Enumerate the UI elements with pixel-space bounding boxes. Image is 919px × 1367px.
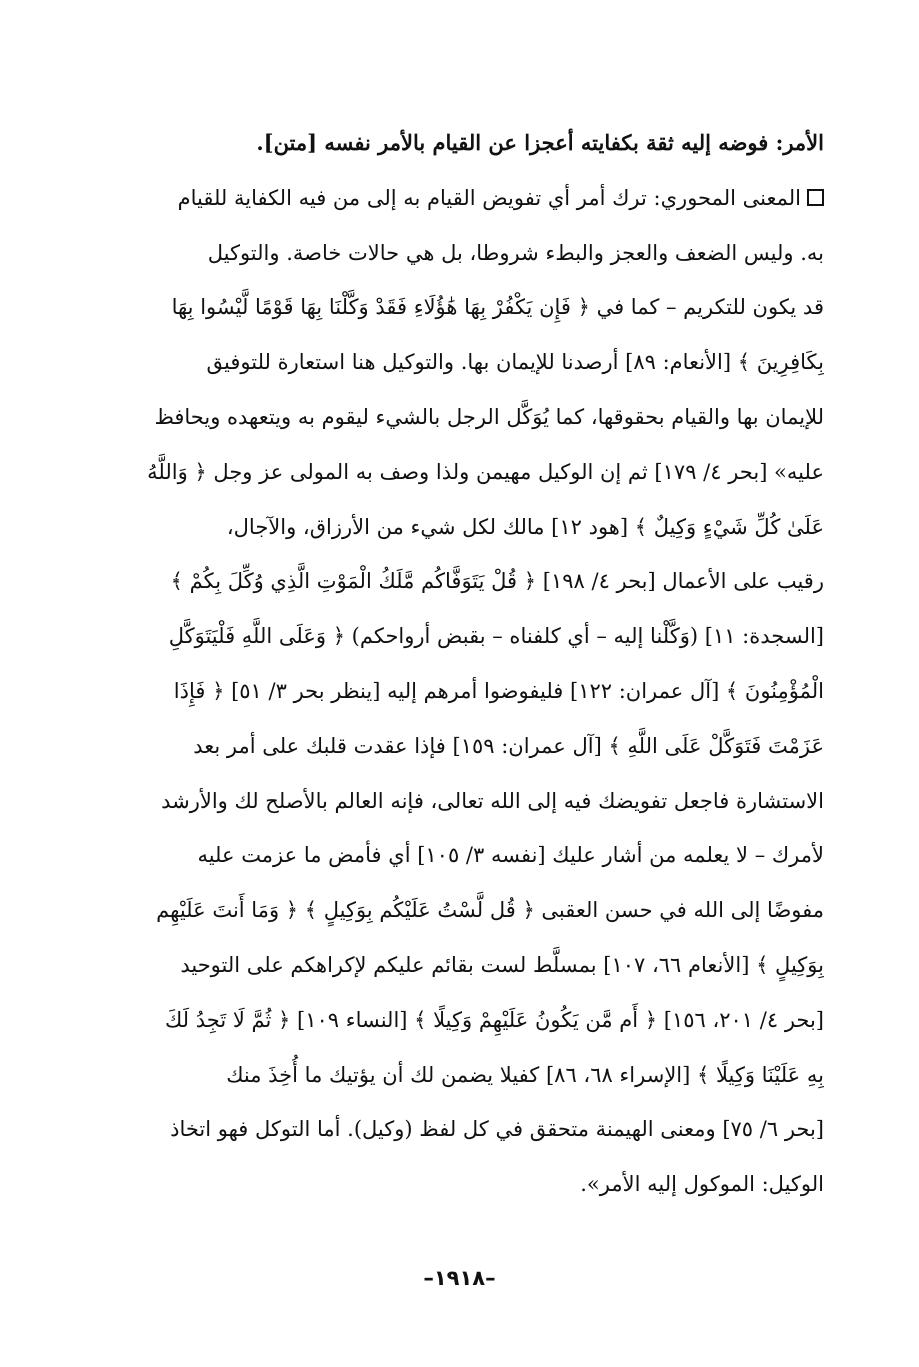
text-line: الْمُؤْمِنُونَ ﴾ [آل عمران: ١٢٢] فليفوضوا أمرهم إليه [ينظر بحر ٣/ ٥١] ﴿ فَإِذَا — [173, 678, 824, 703]
text-line: رقيب على الأعمال [بحر ٤/ ١٩٨] ﴿ قُلْ يَتَوَفَّاكُم مَّلَكُ الْمَوْتِ الَّذِي وُكِّلَ بِكُمْ ﴾ — [170, 569, 824, 594]
text-line: مفوضًا إلى الله في حسن العقبى ﴿ قُل لَّسْتُ عَلَيْكُم بِوَكِيلٍ ﴾ ﴿ وَمَا أَنتَ عَلَيْهِم — [156, 898, 824, 923]
page-body-text — [96, 116, 824, 1212]
text-line: الوكيل: الموكول إليه الأمر». — [580, 1172, 824, 1197]
text-line: [بحر ٦/ ٧٥] ومعنى الهيمنة متحقق في كل لفظ (وكيل). أما التوكل فهو اتخاذ — [170, 1117, 824, 1142]
text-line: المعنى المحوري: ترك أمر أي تفويض القيام به إلى من فيه الكفاية للقيام — [177, 185, 801, 210]
text-line: عَلَىٰ كُلِّ شَيْءٍ وَكِيلٌ ﴾ [هود ١٢] مالك لكل شيء من الأرزاق، والآجال، — [226, 514, 824, 539]
text-line: بِوَكِيلٍ ﴾ [الأنعام ٦٦، ١٠٧] بمسلَّط لست بقائم عليكم لإكراهكم على التوحيد — [180, 952, 824, 977]
text-line-with-marker — [96, 171, 824, 226]
text-line: قد يكون للتكريم – كما في ﴿ فَإِن يَكْفُرْ بِهَا هَٰؤُلَاءِ فَقَدْ وَكَّلْنَا بِهَا قَوْمًا لَّيْسُوا بِهَا — [171, 295, 824, 320]
text-line: الأمر: فوضه إليه ثقة بكفايته أعجزا عن القيام بالأمر نفسه [متن]. — [256, 130, 824, 155]
text-line: [بحر ٤/ ٢٠١، ١٥٦] ﴿ أَم مَّن يَكُونُ عَلَيْهِمْ وَكِيلًا ﴾ [النساء ١٠٩] ﴿ ثُمَّ لَا تَجِدُ لَكَ — [164, 1007, 824, 1032]
text-line: [السجدة: ١١] (وَكَّلْنا إليه – أي كلفناه – بقبض أرواحكم) ﴿ وَعَلَى اللَّهِ فَلْيَتَوَكَّلِ — [168, 624, 824, 649]
square-bullet-icon — [807, 189, 824, 206]
text-line: لأمرك – لا يعلمه من أشار عليك [نفسه ٣/ ١٠٥] أي فأمض ما عزمت عليه — [197, 843, 824, 868]
text-line: بِكَافِرِينَ ﴾ [الأنعام: ٨٩] أرصدنا للإيمان بها. والتوكيل هنا استعارة للتوفيق — [206, 350, 824, 375]
text-line: به. وليس الضعف والعجز والبطء شروطا، بل هي حالات خاصة. والتوكيل — [207, 240, 824, 265]
text-line: عَزَمْتَ فَتَوَكَّلْ عَلَى اللَّهِ ﴾ [آل عمران: ١٥٩] فإذا عقدت قلبك على أمر بعد — [193, 733, 824, 758]
text-line: بِهِ عَلَيْنَا وَكِيلًا ﴾ [الإسراء ٦٨، ٨٦] كفيلا يضمن لك أن يؤتيك ما أُخِذَ منك — [226, 1062, 824, 1087]
text-line: للإيمان بها والقيام بحقوقها، كما يُوَكَّل الرجل بالشيء ليقوم به ويتعهده ويحافظ — [154, 404, 824, 429]
page-number: –١٩١٨– — [423, 1266, 496, 1290]
text-line: عليه» [بحر ٤/ ١٧٩] ثم إن الوكيل مهيمن ولذا وصف به المولى عز وجل ﴿ وَاللَّهُ — [147, 459, 824, 484]
text-line: الاستشارة فاجعل تفويضك فيه إلى الله تعالى، فإنه العالم بالأصلح لك والأرشد — [161, 788, 824, 813]
